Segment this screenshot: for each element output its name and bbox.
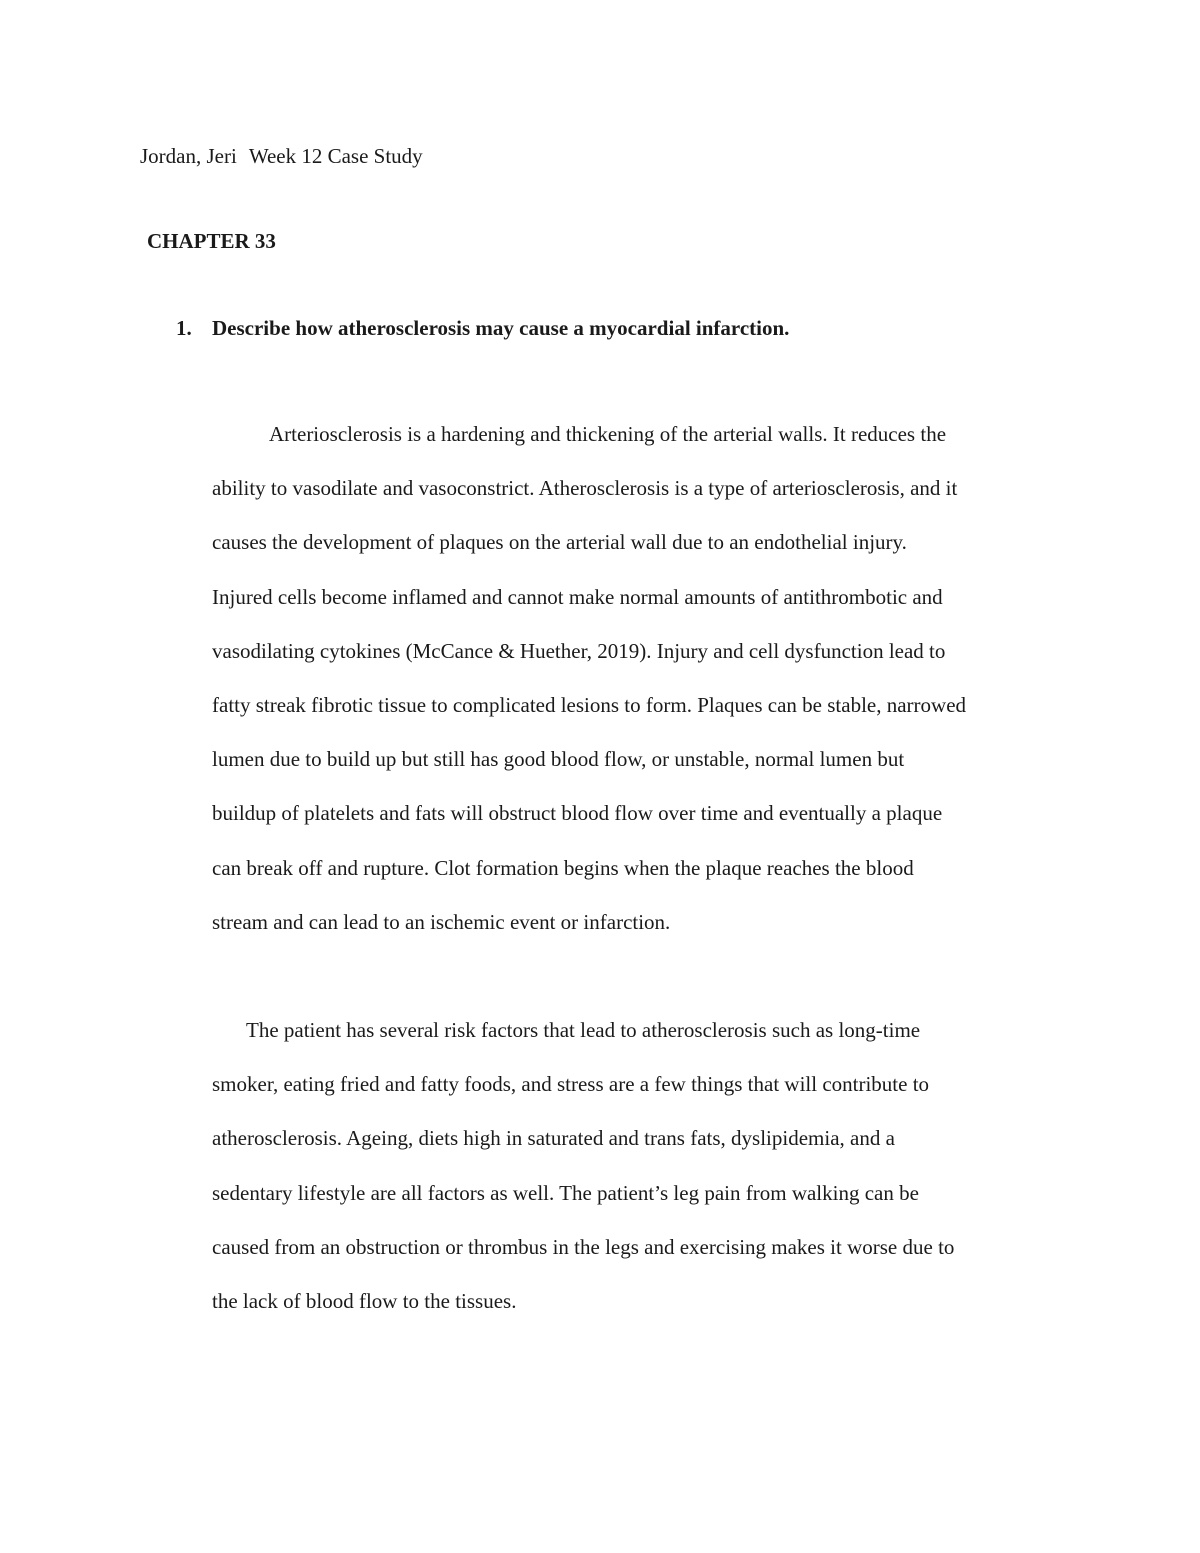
paragraph-line: lumen due to build up but still has good blood flow, or unstable, normal lumen but (212, 747, 905, 772)
paragraph-line: ability to vasodilate and vasoconstrict. Atherosclerosis is a type of arteriosclerosis, and it (212, 476, 958, 501)
paragraph-line: buildup of platelets and fats will obstruct blood flow over time and eventually a plaque (212, 801, 943, 826)
paragraph-line: causes the development of plaques on the arterial wall due to an endothelial injury. (212, 530, 907, 555)
answer-paragraph-1 (212, 407, 1072, 949)
author-name: Jordan, Jeri (140, 144, 237, 168)
paragraph-line: The patient has several risk factors that lead to atherosclerosis such as long-time (246, 1018, 921, 1042)
question-item (176, 313, 789, 343)
question-number: 1. (176, 316, 192, 340)
paragraph-line: vasodilating cytokines (McCance & Huether, 2019). Injury and cell dysfunction lead to (212, 638, 946, 663)
paragraph-line: smoker, eating fried and fatty foods, and stress are a few things that will contribute to (212, 1072, 930, 1097)
paragraph-line: fatty streak fibrotic tissue to complicated lesions to form. Plaques can be stable, narrowed (212, 693, 967, 718)
paragraph-line: can break off and rupture. Clot formation begins when the plaque reaches the blood (212, 855, 914, 880)
paragraph-line: the lack of blood flow to the tissues. (212, 1289, 517, 1314)
paragraph-line: Arteriosclerosis is a hardening and thickening of the arterial walls. It reduces the (269, 422, 947, 446)
document-header (140, 141, 423, 171)
chapter-heading: CHAPTER 33 (147, 229, 276, 253)
paragraph-line: atherosclerosis. Ageing, diets high in saturated and trans fats, dyslipidemia, and a (212, 1126, 895, 1151)
paragraph-line: caused from an obstruction or thrombus in the legs and exercising makes it worse due to (212, 1234, 955, 1259)
paragraph-line: sedentary lifestyle are all factors as well. The patient’s leg pain from walking can be (212, 1180, 919, 1205)
question-text: Describe how atherosclerosis may cause a myocardial infarction. (212, 316, 790, 340)
answer-paragraph-2 (212, 1003, 1072, 1328)
assignment-title: Week 12 Case Study (248, 144, 423, 168)
paragraph-line: Injured cells become inflamed and cannot make normal amounts of antithrombotic and (212, 584, 943, 609)
paragraph-line: stream and can lead to an ischemic event or infarction. (212, 909, 671, 934)
